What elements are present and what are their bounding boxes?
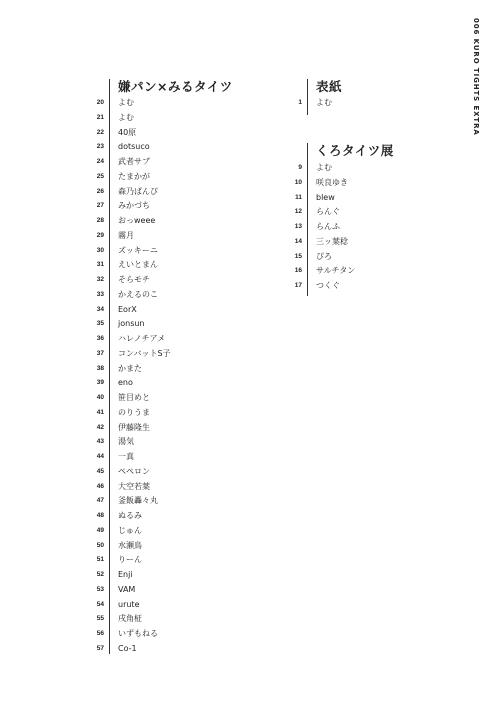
- list-item: [92, 317, 252, 332]
- item-name: ぬるみ: [118, 511, 142, 520]
- list-item: [92, 406, 252, 421]
- item-number: 22: [96, 128, 104, 136]
- list-item: [92, 391, 252, 406]
- item-number: 48: [96, 512, 104, 519]
- list-item: [92, 288, 252, 303]
- item-name: つくぐ: [316, 281, 340, 290]
- section-cover-list: [290, 77, 460, 117]
- item-number: 56: [96, 630, 104, 637]
- item-number: 45: [96, 467, 104, 475]
- list-item: [92, 524, 252, 539]
- list-item: [92, 494, 252, 509]
- item-number: 44: [96, 453, 104, 460]
- item-number: 21: [96, 113, 104, 121]
- list-item: [290, 96, 450, 111]
- list-item: [92, 199, 252, 214]
- item-number: 39: [96, 379, 104, 387]
- list-item: [92, 347, 252, 362]
- item-number: 53: [96, 585, 104, 593]
- item-name: 伊藤隆生: [118, 422, 150, 432]
- item-number: 16: [294, 267, 302, 275]
- list-item: [92, 185, 252, 200]
- item-name: おっweee: [118, 216, 156, 225]
- list-item: [92, 214, 252, 229]
- item-number: 23: [96, 143, 104, 151]
- list-item: [92, 642, 252, 657]
- item-number: 15: [294, 252, 302, 260]
- list-item: [92, 273, 252, 288]
- item-name: 大空若葉: [118, 481, 150, 491]
- list-item: [92, 465, 252, 480]
- list-item: [92, 568, 252, 583]
- item-name: いずもねる: [118, 629, 158, 638]
- list-item: [290, 235, 450, 250]
- item-name: のりうま: [118, 407, 150, 417]
- page-header-text: 006 KURO TIGHTS EXTRA: [472, 18, 480, 136]
- item-number: 13: [294, 223, 302, 230]
- section-left-list: [92, 77, 262, 657]
- list-item: [92, 612, 252, 627]
- item-name: よむ: [316, 163, 332, 172]
- item-number: 1: [298, 99, 302, 106]
- item-number: 55: [96, 615, 104, 623]
- list-item: [290, 264, 450, 279]
- item-number: 33: [96, 290, 104, 298]
- item-name: 釜飯轟々丸: [118, 496, 158, 506]
- item-name: Enji: [118, 570, 133, 579]
- list-item: [290, 220, 450, 235]
- list-item: [92, 421, 252, 436]
- item-name: ズッキーニ: [118, 245, 158, 255]
- item-number: 54: [96, 600, 104, 608]
- list-item: [92, 583, 252, 598]
- list-item: [290, 250, 450, 265]
- list-item: [92, 376, 252, 391]
- item-name: 一真: [118, 452, 134, 461]
- item-number: 27: [96, 202, 104, 210]
- list-item: [92, 126, 252, 141]
- item-number: 43: [96, 438, 104, 446]
- item-name: ペペロン: [118, 466, 150, 476]
- item-number: 24: [96, 158, 104, 165]
- item-name: よむ: [118, 98, 134, 107]
- list-item: [290, 161, 450, 176]
- list-item: [92, 627, 252, 642]
- list-item: [92, 170, 252, 185]
- item-number: 38: [96, 364, 104, 372]
- item-name: dotsuco: [118, 142, 150, 152]
- item-number: 9: [298, 164, 302, 171]
- item-name: jonsun: [118, 319, 145, 329]
- item-name: VAM: [118, 584, 136, 594]
- item-name: よむ: [118, 112, 134, 122]
- item-name: 戌角柾: [118, 614, 142, 624]
- list-item: [92, 480, 252, 495]
- item-number: 46: [96, 482, 104, 490]
- list-item: [290, 176, 450, 191]
- item-name: ぴろ: [316, 251, 332, 261]
- item-number: 40: [96, 394, 104, 401]
- item-number: 10: [294, 178, 302, 186]
- item-number: 49: [96, 526, 104, 534]
- item-name: EorX: [118, 304, 137, 314]
- item-number: 57: [96, 644, 104, 652]
- list-item: [92, 553, 252, 568]
- item-number: 26: [96, 187, 104, 195]
- list-item: [290, 191, 450, 206]
- item-name: Co-1: [118, 643, 137, 653]
- item-number: 34: [96, 305, 104, 313]
- list-item: [290, 279, 450, 294]
- item-number: 32: [96, 276, 104, 283]
- item-number: 47: [96, 497, 104, 505]
- item-name: たまかが: [118, 171, 150, 181]
- list-item: [92, 598, 252, 613]
- item-name: 三ッ葉稔: [316, 236, 348, 246]
- list-item: [92, 229, 252, 244]
- item-number: 31: [96, 261, 104, 269]
- list-item: [92, 450, 252, 465]
- list-item: [290, 205, 450, 220]
- list-item: [92, 509, 252, 524]
- item-number: 28: [96, 217, 104, 224]
- item-number: 36: [96, 335, 104, 342]
- item-number: 41: [96, 408, 104, 416]
- item-name: blew: [316, 192, 335, 202]
- item-number: 14: [294, 237, 302, 245]
- item-number: 17: [294, 282, 302, 289]
- item-name: かえるのこ: [118, 289, 158, 299]
- item-name: らんふ: [316, 222, 340, 231]
- section-title: くろタイツ展: [316, 143, 394, 158]
- item-name: urute: [118, 599, 140, 609]
- item-name: ハレノチアメ: [118, 334, 166, 343]
- list-item: [92, 303, 252, 318]
- section-title: 表紙: [316, 79, 343, 94]
- item-name: サルチタン: [316, 266, 356, 276]
- item-number: 29: [96, 231, 104, 239]
- item-name: えいとまん: [118, 260, 158, 270]
- item-name: よむ: [316, 98, 332, 107]
- item-number: 50: [96, 541, 104, 549]
- item-number: 11: [295, 193, 302, 201]
- list-item: [92, 362, 252, 377]
- item-name: eno: [118, 378, 133, 388]
- section-right-list: [290, 141, 460, 297]
- list-item: [92, 258, 252, 273]
- item-name: 湯気: [118, 437, 134, 447]
- item-name: らんぐ: [316, 207, 340, 217]
- item-number: 42: [96, 423, 104, 431]
- item-number: 52: [96, 571, 104, 578]
- item-number: 20: [96, 99, 104, 106]
- item-name: りーん: [118, 555, 142, 565]
- item-number: 35: [96, 320, 104, 328]
- item-name: 笹目めと: [118, 393, 150, 402]
- list-item: [92, 539, 252, 554]
- page-header: [472, 18, 488, 158]
- item-name: みかづち: [118, 201, 150, 211]
- list-item: [92, 435, 252, 450]
- item-name: そらモチ: [118, 275, 150, 284]
- section-title: 嫌パン×みるタイツ: [118, 79, 233, 94]
- item-number: 37: [96, 349, 104, 357]
- item-number: 25: [96, 172, 104, 180]
- item-name: 霧月: [118, 230, 134, 240]
- list-item: [92, 332, 252, 347]
- item-name: コンバットS子: [118, 348, 171, 358]
- item-name: かまた: [118, 363, 142, 373]
- list-item: [92, 140, 252, 155]
- list-item: [92, 155, 252, 170]
- item-name: 40原: [118, 127, 137, 137]
- item-name: 水瀬鳥: [118, 540, 142, 550]
- item-number: 30: [96, 246, 104, 254]
- list-item: [92, 244, 252, 259]
- item-name: 武者サブ: [118, 157, 150, 166]
- item-name: じゅん: [118, 525, 142, 535]
- list-item: [92, 96, 252, 111]
- item-number: 51: [96, 556, 104, 564]
- item-name: 森乃ぱんぴ: [118, 186, 158, 196]
- item-name: 咲良ゆき: [316, 177, 348, 187]
- list-item: [92, 111, 252, 126]
- item-number: 12: [294, 208, 302, 216]
